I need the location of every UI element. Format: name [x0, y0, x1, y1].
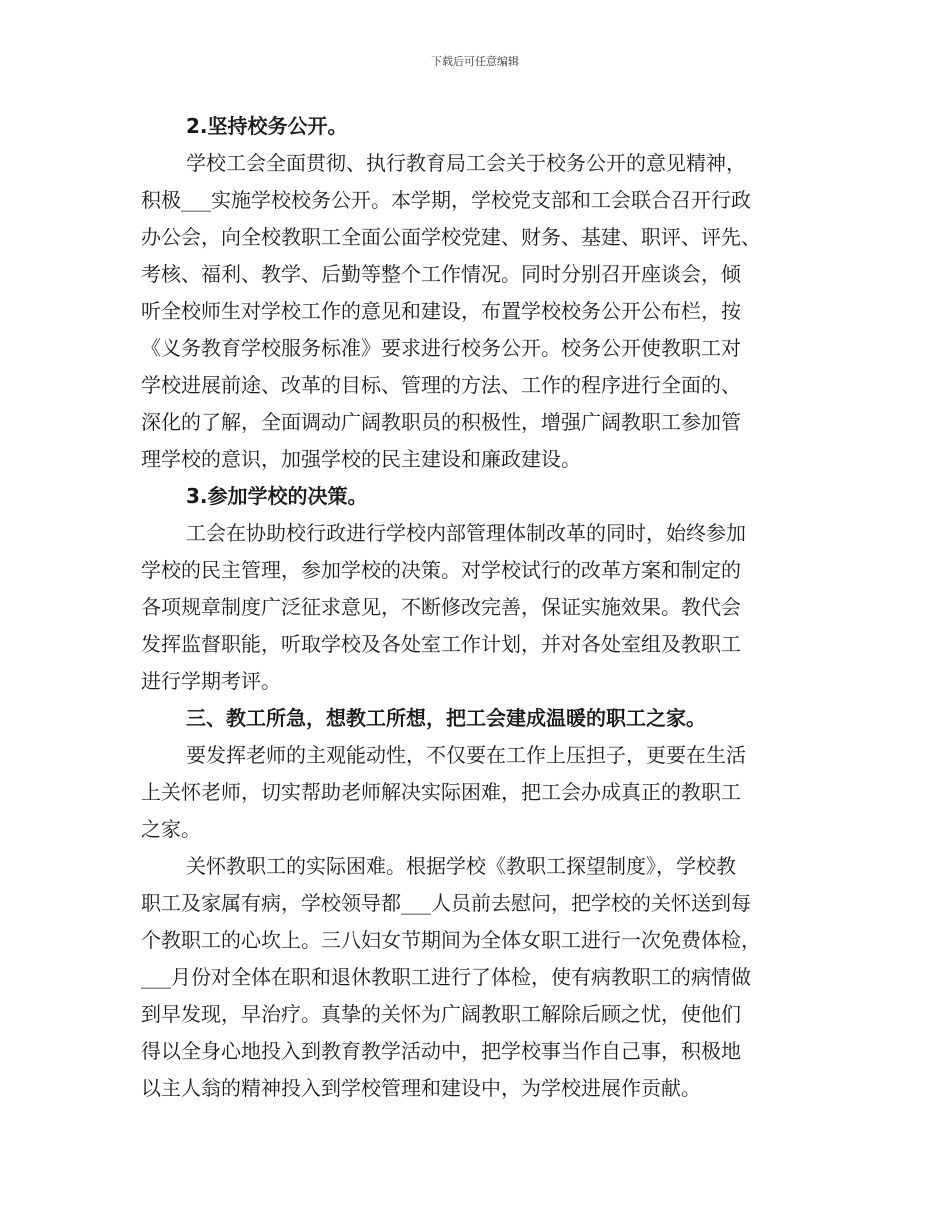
text-line: 进行学期考评。: [141, 669, 281, 693]
text-line: 办公会，向全校教职工全面公面学校党建、财务、基建、职评、评先、: [141, 225, 761, 249]
text-line: 各项规章制度广泛征求意见，不断修改完善，保证实施效果。教代会: [141, 595, 741, 619]
text-line: 职工及家属有病，学校领导都___人员前去慰问，把学校的关怀送到每: [141, 891, 751, 915]
text-line: 积极___实施学校校务公开。本学期，学校党支部和工会联合召开行政: [141, 188, 751, 212]
text-line: 学校工会全面贯彻、执行教育局工会关于校务公开的意见精神，: [186, 151, 746, 175]
text-line: 到早发现，早治疗。真挚的关怀为广阔教职工解除后顾之忧，使他们: [141, 1002, 741, 1026]
text-line: 考核、福利、教学、后勤等整个工作情况。同时分别召开座谈会，倾: [141, 262, 741, 286]
text-line: 工会在协助校行政进行学校内部管理体制改革的同时，始终参加: [186, 521, 746, 545]
text-line: 发挥监督职能，听取学校及各处室工作计划，并对各处室组及教职工: [141, 632, 741, 656]
text-line: 关怀教职工的实际困难。根据学校《教职工探望制度》，学校教: [186, 854, 736, 878]
document-body: [141, 108, 821, 1107]
text-line: 学校进展前途、改革的目标、管理的方法、工作的程序进行全面的、: [141, 373, 741, 397]
text-line: 深化的了解，全面调动广阔教职员的积极性，增强广阔教职工参加管: [141, 410, 741, 434]
text-line: 得以全身心地投入到教育教学活动中，把学校事当作自己事，积极地: [141, 1039, 741, 1063]
text-line: 上关怀老师，切实帮助老师解决实际困难，把工会办成真正的教职工: [141, 780, 741, 804]
paragraph: [141, 737, 821, 848]
text-line: 听全校师生对学校工作的意见和建设，布置学校校务公开公布栏，按: [141, 299, 741, 323]
text-line: 学校的民主管理，参加学校的决策。对学校试行的改革方案和制定的: [141, 558, 741, 582]
paragraph: [141, 515, 821, 700]
text-line: 《义务教育学校服务标准》要求进行校务公开。校务公开使教职工对: [141, 336, 741, 360]
section-heading: 3.参加学校的决策。: [186, 484, 368, 508]
text-line: 个教职工的心坎上。三八妇女节期间为全体女职工进行一次免费体检，: [141, 928, 761, 952]
text-line: 理学校的意识，加强学校的民主建设和廉政建设。: [141, 447, 581, 471]
paragraph: [141, 848, 821, 1107]
text-line: 之家。: [141, 817, 201, 841]
text-line: 以主人翁的精神投入到学校管理和建设中，为学校进展作贡献。: [141, 1076, 701, 1100]
page-header: 下载后可任意编辑: [431, 55, 519, 68]
section-heading: 2.坚持校务公开。: [186, 114, 348, 138]
text-line: ___月份对全体在职和退休教职工进行了体检，使有病教职工的病情做: [141, 965, 751, 989]
text-line: 要发挥老师的主观能动性，不仅要在工作上压担子，更要在生活: [186, 743, 746, 767]
section-heading: 三、教工所急，想教工所想，把工会建成温暖的职工之家。: [186, 706, 706, 730]
paragraph: [141, 145, 821, 478]
